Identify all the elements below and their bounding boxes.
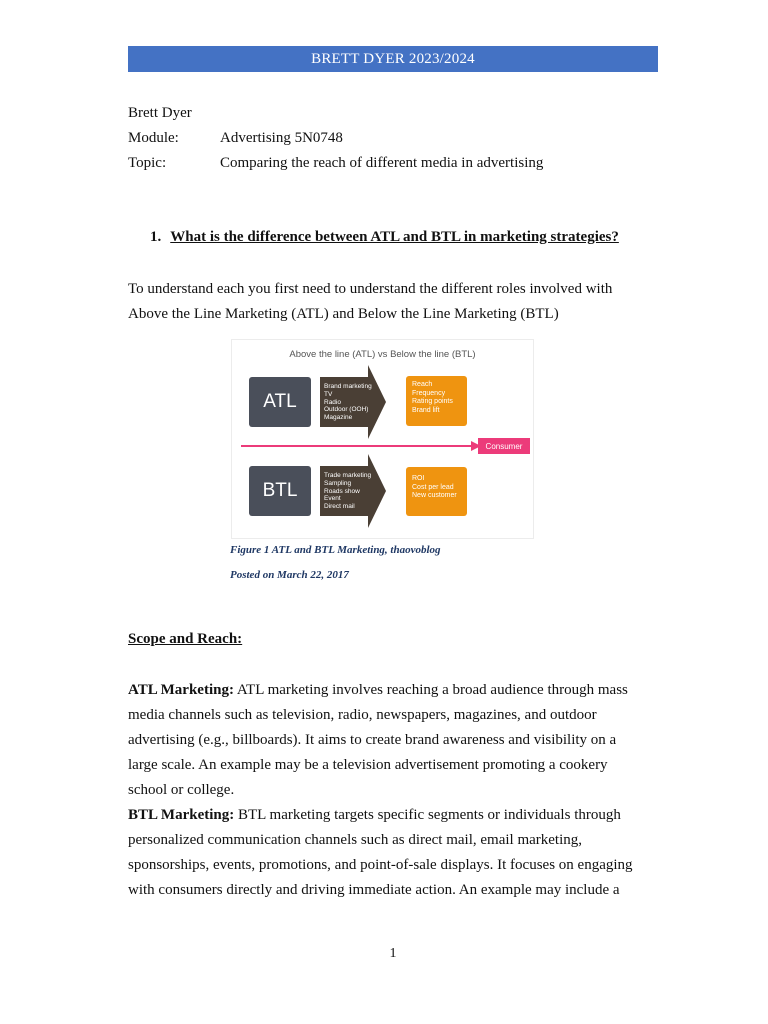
atl-channel: Magazine (324, 414, 353, 422)
atl-channels (324, 383, 372, 422)
figure-title: Above the line (ATL) vs Below the line (BTL) (289, 349, 476, 360)
btl-result: New customer (412, 492, 457, 500)
atl-text: ATL marketing involves reaching a broad audience through mass (233, 682, 628, 698)
btl-channel: Event (324, 495, 341, 503)
btl-channel: Trade marketing (324, 472, 372, 479)
question-number: 1. (150, 229, 162, 245)
atl-results-box (406, 376, 467, 426)
topic-label: Topic: (128, 155, 167, 171)
question-text: What is the difference between ATL and BTL in marketing strategies? (170, 229, 619, 245)
consumer-label: Consumer (485, 441, 523, 451)
btl-label: BTL (262, 480, 298, 501)
consumer-tag (478, 438, 530, 454)
header-bar (128, 46, 658, 72)
paragraph-line: with consumers directly and driving immediate action. An example may include a (128, 882, 620, 898)
paragraph-line: personalized communication channels such as direct mail, email marketing, (128, 832, 583, 848)
intro-line: To understand each you first need to understand the different roles involved with (128, 281, 613, 297)
btl-channel: Roads show (324, 487, 360, 495)
consumer-arrow (241, 440, 481, 452)
paragraph-line: school or college. (128, 782, 235, 798)
atl-paragraph (128, 678, 658, 803)
question-heading (150, 229, 619, 246)
btl-channels (324, 472, 371, 511)
document-meta (128, 101, 543, 176)
btl-text: BTL marketing targets specific segments or individuals through (234, 807, 621, 823)
intro-line: Above the Line Marketing (ATL) and Below the Line Marketing (BTL) (128, 306, 559, 322)
paragraph-line: media channels such as television, radio, newspapers, magazines, and outdoor (128, 707, 597, 723)
intro-paragraph (128, 277, 658, 327)
body-text (128, 678, 658, 903)
atl-result: Frequency (412, 389, 446, 397)
btl-channel: Sampling (324, 479, 352, 487)
atl-result: Rating points (412, 398, 453, 406)
atl-btl-figure (232, 340, 533, 538)
paragraph-line: sponsorships, events, promotions, and point-of-sale displays. It focuses on engaging (128, 857, 633, 873)
atl-channel: Brand marketing (324, 383, 372, 390)
atl-channel: Radio (324, 398, 341, 406)
paragraph-line (128, 803, 658, 828)
btl-channel: Direct mail (324, 503, 355, 511)
section-heading: Scope and Reach: (128, 631, 243, 647)
author-row (128, 101, 543, 126)
atl-label: ATL (263, 391, 297, 412)
atl-term: ATL Marketing: (128, 682, 234, 698)
btl-box (249, 466, 311, 516)
btl-term: BTL Marketing: (128, 807, 235, 823)
btl-result: Cost per lead (412, 483, 454, 491)
atl-channel: Outdoor (OOH) (324, 406, 369, 414)
figure-caption-date: Posted on March 22, 2017 (230, 569, 349, 581)
header-title: BRETT DYER 2023/2024 (311, 50, 475, 67)
author-name: Brett Dyer (128, 105, 192, 121)
atl-box (249, 377, 311, 427)
topic-row (128, 151, 543, 176)
module-row (128, 126, 543, 151)
topic-value: Comparing the reach of different media in advertising (220, 155, 544, 171)
paragraph-line: advertising (e.g., billboards). It aims to create brand awareness and visibility on a (128, 732, 617, 748)
atl-channel: TV (324, 390, 333, 398)
atl-result: Brand lift (412, 406, 440, 414)
btl-results-box (406, 467, 467, 516)
figure-caption: Figure 1 ATL and BTL Marketing, thaovoblog (230, 544, 441, 556)
atl-result: Reach (412, 381, 433, 388)
btl-result: ROI (412, 475, 425, 482)
btl-paragraph (128, 803, 658, 903)
paragraph-line (128, 678, 658, 703)
paragraph-line: large scale. An example may be a television advertisement promoting a cookery (128, 757, 608, 773)
page-number: 1 (389, 946, 397, 961)
module-value: Advertising 5N0748 (220, 130, 343, 146)
module-label: Module: (128, 130, 179, 146)
